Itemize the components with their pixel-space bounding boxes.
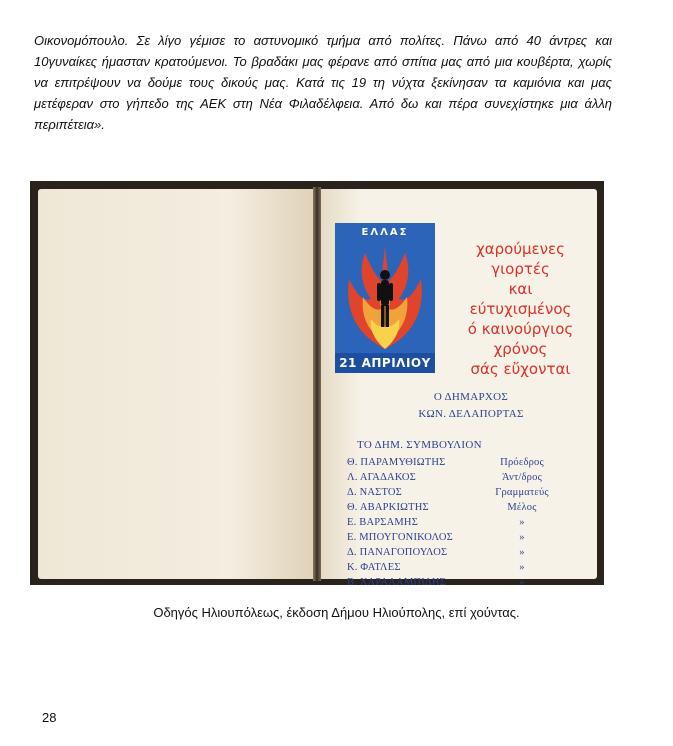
booklet-spine — [313, 187, 321, 581]
phoenix-icon — [335, 239, 435, 355]
booklet-left-page — [38, 189, 313, 579]
member-name: Ε. ΒΑΡΣΑΜΗΣ — [347, 517, 419, 528]
member-role: » — [519, 517, 525, 528]
scanned-booklet-photo — [30, 181, 604, 585]
greeting-line: εύτυχισμένος — [469, 300, 572, 318]
phoenix-emblem — [335, 223, 435, 373]
greeting-line: χρόνος — [493, 340, 548, 358]
member-name: Ε. ΜΠΟΥΓΟΝΙΚΟΛΟΣ — [347, 532, 453, 543]
photo-caption: Οδηγός Ηλιουπόλεως, έκδοση Δήμου Ηλιούπολης, επί χούντας. — [153, 605, 520, 620]
member-role: Πρόεδρος — [500, 457, 544, 468]
member-name: Θ. ΑΒΑΡΚΙΩΤΗΣ — [347, 502, 429, 513]
member-name: Λ. ΑΓΑΔΑΚΟΣ — [347, 472, 416, 483]
greeting-line: ό καινούργιος — [467, 320, 574, 338]
member-name: Β. ΧΑΡΑΛΑΜΠΙΔΗΣ — [347, 577, 446, 585]
council-member — [347, 485, 587, 500]
council-member — [347, 545, 587, 560]
greeting-line: γιορτές — [491, 260, 550, 278]
council-member — [347, 530, 587, 545]
council-list — [347, 439, 587, 585]
member-role: Άντ/δρος — [502, 472, 542, 483]
member-role: » — [519, 577, 525, 585]
body-paragraph: Οικονομόπουλο. Σε λίγο γέμισε το αστυνομικό τμήμα από πολίτες. Πάνω από 40 άντρες και 10γυναίκες ήμασταν κρατούμενοι. Το βραδάκι μας φέρανε από σπίτια μας από μια κουβέρτα, χωρίς να επιτρέψουν να δούμε τους δικούς μας. Κατά τις 19 τη νύχτα ξεκίνησαν τα καμιόνια και μας μετέφεραν στο γήπεδο της ΑΕΚ στη Νέα Φιλαδέλφεια. Από δω και πέρα συνεχίστηκε μια άλλη περιπέτεια». — [34, 33, 612, 132]
council-member — [347, 515, 587, 530]
greeting-text — [448, 239, 593, 379]
member-name: Κ. ΦΑΤΛΕΣ — [347, 562, 401, 573]
member-role: » — [519, 532, 525, 543]
council-member — [347, 500, 587, 515]
member-role: » — [519, 562, 525, 573]
greeting-line: και — [508, 280, 533, 298]
member-role: Γραμματεύς — [495, 487, 549, 498]
greeting-line: σάς εὔχονται — [470, 360, 571, 378]
greeting-line: χαρούμενες — [476, 240, 565, 258]
member-role: Μέλος — [507, 502, 537, 513]
council-member — [347, 575, 587, 585]
mayor-block — [381, 389, 561, 423]
member-name: Δ. ΠΑΝΑΓΟΠΟΥΛΟΣ — [347, 547, 448, 558]
member-role: » — [519, 547, 525, 558]
emblem-top-text: ΕΛΛΑΣ — [361, 227, 409, 238]
booklet-right-page — [321, 189, 597, 585]
council-member — [347, 470, 587, 485]
emblem-date-banner: 21 ΑΠΡΙΛΙΟΥ — [335, 353, 435, 373]
member-name: Δ. ΝΑΣΤΟΣ — [347, 487, 402, 498]
council-member — [347, 560, 587, 575]
page-number: 28 — [42, 710, 57, 725]
mayor-title: Ο ΔΗΜΑΡΧΟΣ — [433, 391, 509, 403]
member-name: Θ. ΠΑΡΑΜΥΘΙΩΤΗΣ — [347, 457, 446, 468]
mayor-name: ΚΩΝ. ΔΕΛΑΠΟΡΤΑΣ — [418, 408, 524, 420]
council-title: ΤΟ ΔΗΜ. ΣΥΜΒΟΥΛΙΟΝ — [357, 439, 482, 451]
council-member — [347, 455, 587, 470]
